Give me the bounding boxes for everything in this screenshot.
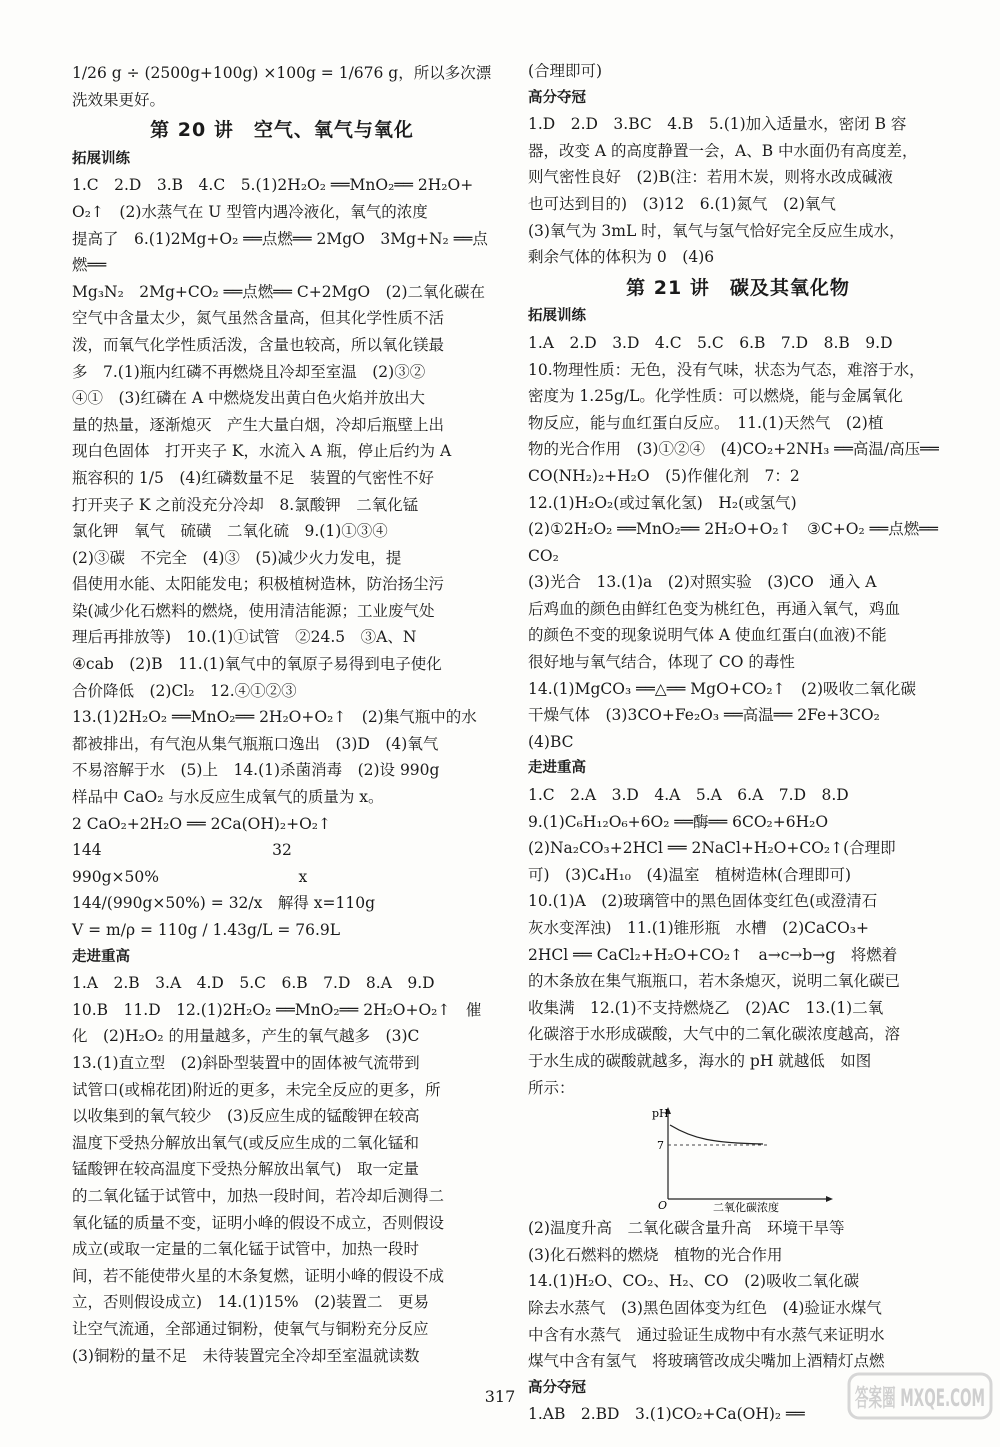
ph-chart (528, 1103, 948, 1213)
answer-line: O₂↑ (2)水蒸气在 U 型管内遇冷液化，氧气的浓度 (72, 202, 428, 221)
section-tuozhan-20: 拓展训练 (72, 150, 130, 167)
answer-line: 很好地与氧气结合，体现了 CO 的毒性 (528, 653, 795, 672)
answer-line: 打开夹子 K 之前没充分冷却 8.氯酸钾 二氧化锰 (72, 495, 419, 514)
answer-line: 除去水蒸气 (3)黑色固体变为红色 (4)验证水煤气 (528, 1298, 882, 1317)
answer-line: 提高了 6.(1)2Mg+O₂ ══点燃══ 2MgO 3Mg+N₂ ══点燃══ (72, 229, 488, 275)
right-column (528, 58, 948, 1428)
equation-line: 990g×50% x (72, 867, 308, 886)
answer-line: 的木条放在集气瓶瓶口，若木条熄灭，说明二氧化碳已 (528, 972, 901, 991)
answer-line: 化 (2)H₂O₂ 的用量越多，产生的氧气越多 (3)C (72, 1027, 420, 1046)
answer-line: 试管口(或棉花团)附近的更多，未完全反应的更多，所 (72, 1080, 441, 1099)
answer-line: 不易溶解于水 (5)上 14.(1)杀菌消毒 (2)设 990g (72, 761, 440, 780)
answer-line: 1.C 2.A 3.D 4.A 5.A 6.A 7.D 8.D (528, 786, 849, 805)
equation-line: 144 32 (72, 841, 292, 860)
ph-chart-svg (528, 1103, 948, 1213)
formula-top: 1/26 g ÷ (2500g+100g) ×100g = 1/676 g，所以多次漂洗效果更好。 (72, 64, 492, 109)
x-axis-arrow (826, 1196, 833, 1202)
answer-line: 物的光合作用 (3)①②④ (4)CO₂+2NH₃ ══高温/高压══ (528, 440, 939, 459)
answer-line: 也可达到目的) (3)12 6.(1)氮气 (2)氧气 (528, 194, 836, 213)
answer-line: 器，改变 A 的高度静置一会，A、B 中水面仍有高度差， (528, 141, 918, 160)
answer-line: 1.A 2.B 3.A 4.D 5.C 6.B 7.D 8.A 9.D (72, 974, 435, 993)
ph-curve (670, 1125, 763, 1144)
answer-line: (2)温度升高 二氧化碳含量升高 环境干旱等 (528, 1219, 845, 1238)
answer-line: 量的热量，逐渐熄灭 产生大量白烟，冷却后瓶壁上出 (72, 415, 445, 434)
section-gaofen-21: 高分夺冠 (528, 1379, 586, 1396)
answer-line: 剩余气体的体积为 0 (4)6 (528, 248, 715, 267)
answer-line: 理后再排放等) 10.(1)①试管 ②24.5 ③A、N (72, 628, 417, 647)
y-axis-label: pH (652, 1107, 669, 1121)
answer-line: 14.(1)MgCO₃ ══△══ MgO+CO₂↑ (2)吸收二氧化碳 (528, 679, 916, 698)
answer-line: 13.(1)2H₂O₂ ══MnO₂══ 2H₂O+O₂↑ (2)集气瓶中的水 (72, 708, 477, 727)
answer-line: 干燥气体 (3)3CO+Fe₂O₃ ══高温══ 2Fe+3CO₂ (528, 706, 880, 725)
answer-line: 1.C 2.D 3.B 4.C 5.(1)2H₂O₂ ══MnO₂══ 2H₂O+ (72, 176, 474, 195)
answer-line: 染(减少化石燃料的燃烧，使用清洁能源；工业废气处 (72, 601, 435, 620)
answer-line: CO(NH₂)₂+H₂O (5)作催化剂 7：2 (528, 466, 800, 485)
answer-line: 1.AB 2.BD 3.(1)CO₂+Ca(OH)₂ ══ (528, 1405, 805, 1424)
answer-line: 空气中含量太少，氮气虽然含量高，但其化学性质不活 (72, 309, 445, 328)
answer-line: 以收集到的氧气较少 (3)反应生成的锰酸钾在较高 (72, 1107, 420, 1126)
origin-label: O (658, 1199, 668, 1213)
answer-line: (2)Na₂CO₃+2HCl ══ 2NaCl+H₂O+CO₂↑(合理即 (528, 839, 896, 858)
answer-line: 9.(1)C₆H₁₂O₆+6O₂ ══酶══ 6CO₂+6H₂O (528, 812, 829, 831)
answer-line: 煤气中含有氢气 将玻璃管改成尖嘴加上酒精灯点燃 (528, 1352, 885, 1371)
answer-line: 14.(1)H₂O、CO₂、H₂、CO (2)吸收二氧化碳 (528, 1272, 860, 1291)
section-zoujin-20: 走进重高 (72, 948, 130, 965)
answer-line: (3)光合 13.(1)a (2)对照实验 (3)CO 通入 A (528, 573, 877, 592)
answer-line: ④① (3)红磷在 A 中燃烧发出黄白色火焰并放出大 (72, 389, 426, 408)
equation-line: V = m/ρ = 110g / 1.43g/L = 76.9L (72, 921, 341, 939)
answer-line: 样品中 CaO₂ 与水反应生成氧气的质量为 x。 (72, 788, 384, 807)
equation-line: 2 CaO₂+2H₂O ══ 2Ca(OH)₂+O₂↑ (72, 814, 332, 833)
section-gaofen-20: 高分夺冠 (528, 89, 586, 106)
answer-line: 可) (3)C₄H₁₀ (4)温室 植树造林(合理即可) (528, 865, 852, 884)
answer-line: 的颜色不变的现象说明气体 A 使血红蛋白(血液)不能 (528, 626, 887, 645)
answer-line: (2)①2H₂O₂ ══MnO₂══ 2H₂O+O₂↑ ③C+O₂ ══点燃══ CO₂ (528, 520, 938, 565)
answer-line: 2HCl ══ CaCl₂+H₂O+CO₂↑ a→c→b→g 将燃着 (528, 945, 898, 964)
answer-line: 都被排出，有气泡从集气瓶瓶口逸出 (3)D (4)氧气 (72, 734, 439, 753)
answer-line: (2)③碳 不完全 (4)③ (5)减少火力发电，提 (72, 548, 402, 567)
answer-line: ④cab (2)B 11.(1)氧气中的氧原子易得到电子使化 (72, 655, 442, 674)
watermark-text: 答案圈 MXQE.COM (855, 1384, 985, 1412)
left-column (72, 60, 492, 1369)
answer-line: (3)氧气为 3mL 时，氧气与氢气恰好完全反应生成水， (528, 221, 905, 240)
answer-line: 让空气流通，全部通过铜粉，使氧气与铜粉充分反应 (72, 1319, 429, 1338)
answer-line: 现白色固体 打开夹子 K，水流入 A 瓶，停止后约为 A (72, 442, 452, 461)
answer-line: 10.(1)A (2)玻璃管中的黑色固体变红色(或澄清石 (528, 892, 878, 911)
page-number: 317 (484, 1387, 516, 1406)
equation-line: 144/(990g×50%) = 32/x 解得 x=110g (72, 894, 376, 913)
answer-line: 的二氧化锰于试管中，加热一段时间，若冷却后测得二 (72, 1186, 445, 1205)
answer-line: 间，若不能使带火星的木条复燃，证明小峰的假设不成 (72, 1266, 445, 1285)
answer-line: 倡使用水能、太阳能发电；积极植树造林，防治扬尘污 (72, 575, 445, 594)
answer-line: 成立(或取一定量的二氧化锰于试管中，加热一段时 (72, 1240, 420, 1259)
answer-line: 氧化锰的质量不变，证明小峰的假设不成立，否则假设 (72, 1213, 445, 1232)
answer-line: 1.A 2.D 3.D 4.C 5.C 6.B 7.D 8.B 9.D (528, 333, 893, 352)
answer-line: 中含有水蒸气 通过验证生成物中有水蒸气来证明水 (528, 1325, 885, 1344)
answer-line: 则气密性良好 (2)B(注：若用木炭，则将水改成碱液 (528, 168, 893, 187)
answer-line: (3)化石燃料的燃烧 植物的光合作用 (528, 1245, 783, 1264)
answer-line: 瓶容积的 1/5 (4)红磷数量不足 装置的气密性不好 (72, 468, 434, 487)
answer-line: (合理即可) (528, 62, 603, 80)
section-zoujin-21: 走进重高 (528, 760, 586, 777)
answer-line: 1.D 2.D 3.BC 4.B 5.(1)加入适量水，密闭 B 容 (528, 115, 907, 134)
section-tuozhan-21: 拓展训练 (528, 308, 586, 325)
answer-line: 物反应，能与血红蛋白反应。 11.(1)天然气 (2)植 (528, 413, 884, 432)
lecture-21-title: 第 21 讲 碳及其氧化物 (626, 276, 850, 299)
answer-line: 密度为 1.25g/L。化学性质：可以燃烧，能与金属氧化 (528, 387, 903, 406)
answer-line: 10.B 11.D 12.(1)2H₂O₂ ══MnO₂══ 2H₂O+O₂↑ 催 (72, 1000, 482, 1019)
answer-line: (4)BC (528, 732, 574, 751)
answer-line: 于水生成的碳酸就越多，海水的 pH 就越低 如图 (528, 1051, 872, 1070)
answer-line: 氯化钾 氧气 硫磺 二氧化硫 9.(1)①③④ (72, 522, 388, 541)
x-axis-label: 二氧化碳浓度 (713, 1201, 779, 1214)
answer-line: 多 7.(1)瓶内红磷不再燃烧且冷却至室温 (2)③② (72, 362, 426, 381)
answer-line: 泼，而氧气化学性质活泼，含量也较高，所以氧化镁最 (72, 335, 445, 354)
answer-line: 化碳溶于水形成碳酸，大气中的二氧化碳浓度越高，溶 (528, 1025, 901, 1044)
answer-line: 10.物理性质：无色，没有气味，状态为气态，难溶于水， (528, 360, 925, 379)
watermark-logo (845, 1370, 995, 1440)
answer-line: 后鸡血的颜色由鲜红色变为桃红色，再通入氧气，鸡血 (528, 599, 901, 618)
answer-line: 所示： (528, 1078, 575, 1097)
lecture-20-title: 第 20 讲 空气、氧气与氧化 (150, 119, 414, 142)
answer-line: 温度下受热分解放出氧气(或反应生成的二氧化锰和 (72, 1133, 420, 1152)
answer-line: 12.(1)H₂O₂(或过氧化氢) H₂(或氢气) (528, 493, 797, 512)
ref-label: 7 (657, 1139, 664, 1153)
answer-line: 灰水变浑浊) 11.(1)锥形瓶 水槽 (2)CaCO₃+ (528, 919, 869, 937)
answer-line: 合价降低 (2)Cl₂ 12.④①②③ (72, 681, 297, 700)
answer-line: 锰酸钾在较高温度下受热分解放出氧气) 取一定量 (72, 1160, 420, 1179)
answer-line: 立，否则假设成立) 14.(1)15% (2)装置二 更易 (72, 1293, 430, 1312)
answer-line: (3)铜粉的量不足 未待装置完全冷却至室温就读数 (72, 1346, 420, 1365)
answer-line: 13.(1)直立型 (2)斜卧型装置中的固体被气流带到 (72, 1053, 420, 1072)
answer-line: Mg₃N₂ 2Mg+CO₂ ══点燃══ C+2MgO (2)二氧化碳在 (72, 282, 486, 301)
answer-line: 收集满 12.(1)不支持燃烧乙 (2)AC 13.(1)二氧 (528, 998, 884, 1017)
